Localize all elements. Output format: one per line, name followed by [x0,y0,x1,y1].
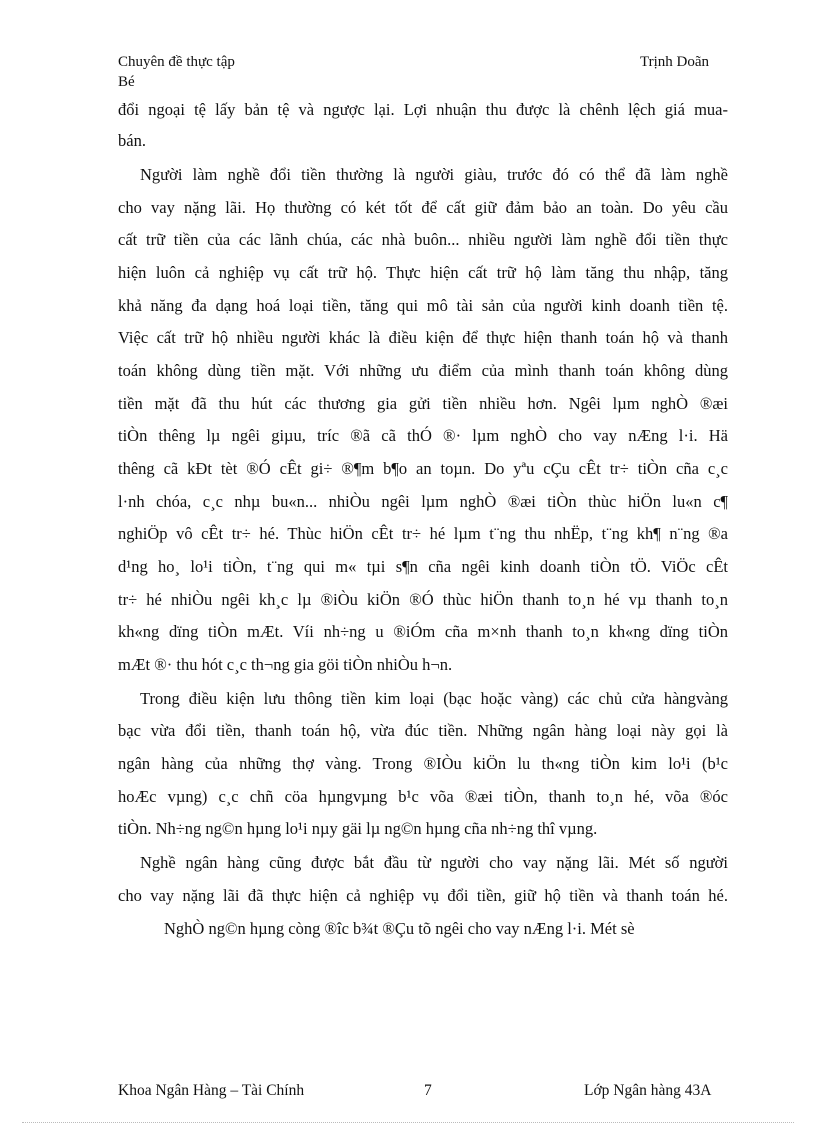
body-line: Trong điều kiện lưu thông tiền kim loại (bạc hoặc vàng) các chủ cửa hàngvàng [140,689,728,708]
footer-class: Lớp Ngân hàng 43A [584,1082,712,1099]
body-line: Nghề ngân hàng cũng được bắt đầu từ người cho vay nặng lãi. Mét số người [140,853,728,872]
body-line: tiÒn thêng lµ ngêi giµu, tríc ®ã cã thÓ ®· lµm nghÒ cho vay nÆng l·i. Hä [118,426,728,445]
body-line: mÆt ®· thu hót c¸c th¬ng gia göi tiÒn nhiÒu h¬n. [118,655,453,674]
footer-page-number: 7 [424,1082,432,1099]
body-line: khả năng đa dạng hoá loại tiền, tăng qui mô tài sản của người kinh doanh tiền tệ. [118,296,728,315]
body-line: Việc cất trữ hộ nhiều người khác là điều kiện để thực hiện thanh toán hộ và thanh [118,328,728,347]
header-title: Chuyên đề thực tập [118,54,235,70]
body-line: bán. [118,131,146,150]
body-line: cho vay nặng lãi. Họ thường có két tốt để cất giữ đảm bảo an toàn. Do yêu cầu [118,198,728,217]
header-left [118,52,235,92]
body-line: d¹ng ho¸ lo¹i tiÒn, t¨ng qui m« tµi s¶n cña ngêi kinh doanh tiÒn tÖ. ViÖc cÊt [118,557,728,576]
body-line: tiÒn. Nh÷ng ng©n hµng lo¹i nµy gäi lµ ng©n hµng cña nh÷ng thî vµng. [118,819,598,838]
body-line: ngân hàng của những thợ vàng. Trong ®IÒu kiÖn lu th«ng tiÒn kim lo¹i (b¹c [118,754,728,773]
body-line: nghiÖp vô cÊt tr÷ hé. Thùc hiÖn cÊt tr÷ hé lµm t¨ng thu nhËp, t¨ng kh¶ n¨ng ®a [118,524,728,543]
body-line: kh«ng dïng tiÒn mÆt. Víi nh÷ng u ®iÓm cña m×nh thanh to¸n kh«ng dïng tiÒn [118,622,728,641]
body-line: tiền mặt đã thu hút các thương gia gửi tiền nhiều hơn. Ngêi lµm nghÒ ®æi [118,394,728,413]
body-line: Người làm nghề đổi tiền thường là người giàu, trước đó có thể đã làm nghề [140,165,728,184]
footer-faculty: Khoa Ngân Hàng – Tài Chính [118,1082,305,1099]
header-author: Trịnh Doãn [640,54,710,70]
body-line: toán không dùng tiền mặt. Với những ưu điểm của mình thanh toán không dùng [118,361,728,380]
body-line: tr÷ hé nhiÒu ngêi kh¸c lµ ®iÒu kiÖn ®Ó thùc hiÖn thanh to¸n hé vµ thanh to¸n [118,590,728,609]
body-line: NghÒ ng©n hµng còng ®îc b¾t ®Çu tõ ngêi cho vay nÆng l·i. Mét sè [164,919,635,938]
body-line: bạc vừa đổi tiền, thanh toán hộ, vừa đúc tiền. Những ngân hàng loại này gọi là [118,721,728,740]
body-line: cất trữ tiền của các lãnh chúa, các nhà buôn... nhiều người làm nghề đổi tiền thực [118,230,728,249]
header-title-continued: Bé [118,74,135,90]
body-line: thêng cã kÐt tèt ®Ó cÊt gi÷ ®¶m b¶o an toµn. Do yªu cÇu cÊt tr÷ tiÒn cña c¸c [118,459,728,478]
body-line: hoÆc vµng) c¸c chñ cöa hµngvµng b¹c võa ®æi tiÒn, thanh to¸n hé, võa ®óc [118,787,728,806]
body-line: đổi ngoại tệ lấy bản tệ và ngược lại. Lợi nhuận thu được là chênh lệch giá mua- [118,100,728,119]
body-line: cho vay nặng lãi đã thực hiện cả nghiệp vụ đổi tiền, giữ hộ tiền và thanh toán hé. [118,886,728,905]
body-line: hiện luôn cả nghiệp vụ cất trữ hộ. Thực hiện cất trữ hộ làm tăng thu nhập, tăng [118,263,728,282]
body-line: l·nh chóa, c¸c nhµ bu«n... nhiÒu ngêi lµm nghÒ ®æi tiÒn thùc hiÖn lu«n c¶ [118,492,728,511]
